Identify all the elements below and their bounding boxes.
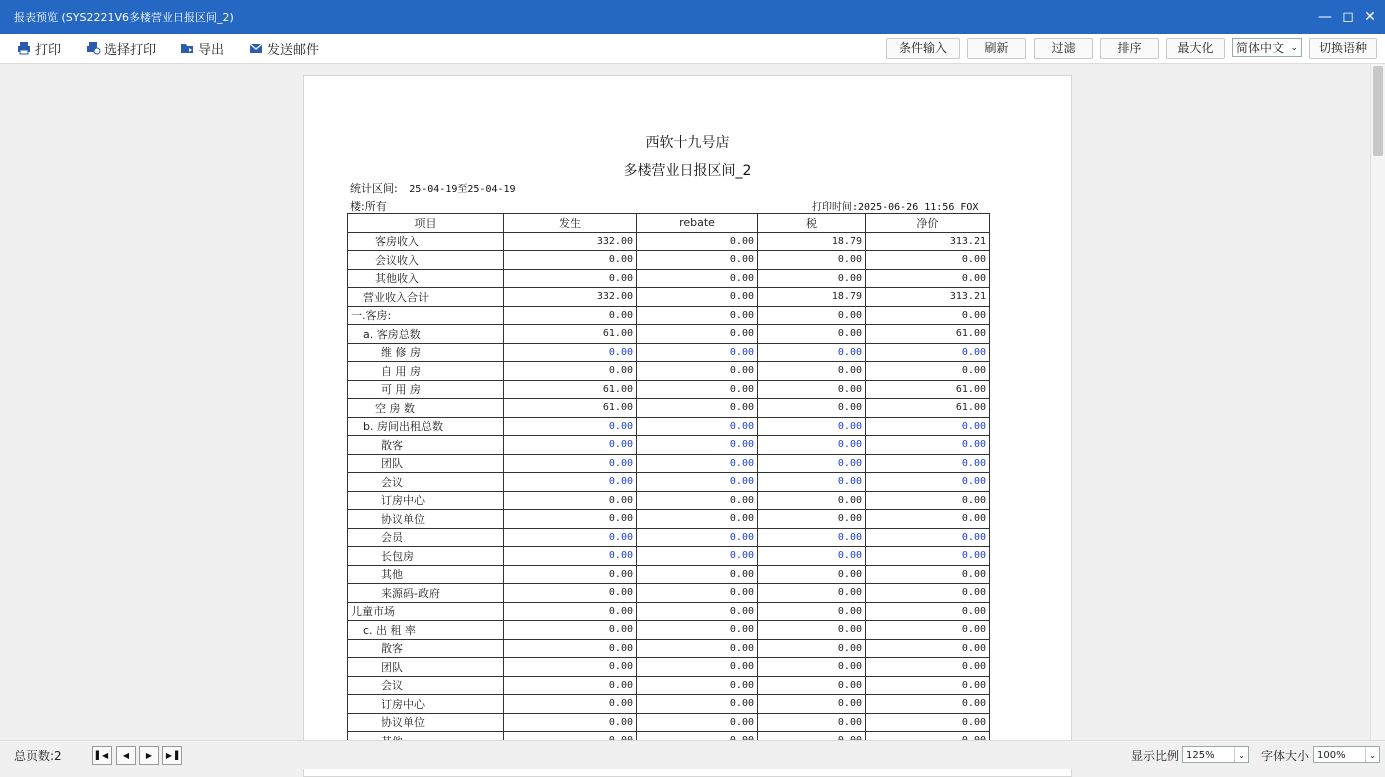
net-cell: 0.00 (866, 695, 990, 714)
row-label: 团队 (348, 658, 504, 677)
rebate-cell: 0.00 (637, 362, 758, 381)
row-label: 散客 (348, 436, 504, 455)
total-pages: 总页数:2 (14, 749, 62, 763)
chevron-down-icon: ⌄ (1290, 43, 1298, 53)
table-row (348, 343, 990, 362)
row-label: 团队 (348, 454, 504, 473)
amount-cell: 0.00 (504, 565, 637, 584)
rebate-cell: 0.00 (637, 658, 758, 677)
tax-cell: 0.00 (758, 306, 866, 325)
tax-cell: 0.00 (758, 584, 866, 603)
amount-cell: 0.00 (504, 602, 637, 621)
toolbar (0, 34, 1385, 64)
tax-cell: 0.00 (758, 362, 866, 381)
row-label: 自 用 房 (348, 362, 504, 381)
next-page-icon[interactable]: ▶ (139, 746, 159, 765)
maximize-button[interactable]: 最大化 (1166, 38, 1225, 59)
row-label: 维 修 房 (348, 343, 504, 362)
export-label: 导出 (198, 42, 225, 58)
net-cell: 0.00 (866, 528, 990, 547)
tax-cell: 0.00 (758, 676, 866, 695)
amount-cell: 0.00 (504, 547, 637, 566)
amount-cell: 0.00 (504, 713, 637, 732)
row-label: b. 房间出租总数 (348, 417, 504, 436)
table-row (348, 473, 990, 492)
row-label: 来源码-政府 (348, 584, 504, 603)
status-bar (0, 740, 1385, 769)
tax-cell: 0.00 (758, 510, 866, 529)
rebate-cell: 0.00 (637, 676, 758, 695)
net-cell: 0.00 (866, 547, 990, 566)
title-bar (0, 0, 1385, 34)
prev-page-icon[interactable]: ◀ (116, 746, 136, 765)
tax-cell: 0.00 (758, 602, 866, 621)
rebate-cell: 0.00 (637, 639, 758, 658)
table-row (348, 713, 990, 732)
table-row (348, 695, 990, 714)
net-cell: 0.00 (866, 602, 990, 621)
table-row (348, 491, 990, 510)
language-select[interactable] (1232, 38, 1302, 57)
filter-button[interactable]: 过滤 (1034, 38, 1093, 59)
row-label: 一.客房: (348, 306, 504, 325)
send-mail-button[interactable] (249, 39, 319, 57)
tax-cell: 0.00 (758, 325, 866, 344)
switch-language-button[interactable]: 切换语种 (1309, 38, 1377, 59)
row-label: 其他收入 (348, 269, 504, 288)
rebate-cell: 0.00 (637, 269, 758, 288)
tax-cell: 0.00 (758, 399, 866, 418)
net-cell: 61.00 (866, 399, 990, 418)
net-cell: 0.00 (866, 510, 990, 529)
table-header-row (348, 214, 990, 233)
table-row (348, 602, 990, 621)
table-row (348, 676, 990, 695)
net-cell: 0.00 (866, 621, 990, 640)
font-size-value: 100% (1317, 750, 1346, 761)
tax-cell: 0.00 (758, 528, 866, 547)
net-cell: 0.00 (866, 417, 990, 436)
rebate-cell: 0.00 (637, 695, 758, 714)
rebate-cell: 0.00 (637, 232, 758, 251)
row-label: 协议单位 (348, 510, 504, 529)
tax-cell: 0.00 (758, 639, 866, 658)
tax-cell: 0.00 (758, 658, 866, 677)
window-title: 报表预览 (SYS2221V6多楼营业日报区间_2) (14, 11, 234, 24)
table-row (348, 399, 990, 418)
table-row (348, 306, 990, 325)
row-label: 会议收入 (348, 251, 504, 270)
rebate-cell: 0.00 (637, 602, 758, 621)
amount-cell: 61.00 (504, 325, 637, 344)
table-row (348, 436, 990, 455)
table-row (348, 380, 990, 399)
report-table (347, 213, 990, 751)
period-row (350, 180, 516, 196)
sort-button[interactable]: 排序 (1100, 38, 1159, 59)
select-print-button[interactable] (86, 39, 156, 57)
net-cell: 0.00 (866, 639, 990, 658)
zoom-select[interactable] (1182, 746, 1249, 763)
mail-icon (249, 41, 263, 55)
row-label: a. 客房总数 (348, 325, 504, 344)
amount-cell: 332.00 (504, 288, 637, 307)
language-value: 简体中文 (1236, 41, 1285, 55)
close-icon[interactable]: ✕ (1364, 9, 1376, 25)
row-label: 订房中心 (348, 491, 504, 510)
row-label: 其他 (348, 565, 504, 584)
net-cell: 0.00 (866, 713, 990, 732)
tax-cell: 0.00 (758, 380, 866, 399)
rebate-cell: 0.00 (637, 306, 758, 325)
rebate-cell: 0.00 (637, 491, 758, 510)
table-row (348, 362, 990, 381)
tax-cell: 0.00 (758, 565, 866, 584)
rebate-cell: 0.00 (637, 528, 758, 547)
select-print-icon (86, 41, 100, 55)
rebate-cell: 0.00 (637, 399, 758, 418)
amount-cell: 61.00 (504, 380, 637, 399)
export-button[interactable] (180, 39, 224, 57)
amount-cell: 0.00 (504, 510, 637, 529)
tax-cell: 0.00 (758, 436, 866, 455)
amount-cell: 0.00 (504, 621, 637, 640)
tax-cell: 0.00 (758, 417, 866, 436)
table-row (348, 269, 990, 288)
rebate-cell: 0.00 (637, 380, 758, 399)
tax-cell: 0.00 (758, 269, 866, 288)
tax-cell: 18.79 (758, 288, 866, 307)
row-label: 会员 (348, 528, 504, 547)
scrollbar-thumb[interactable] (1373, 66, 1383, 156)
row-label: 订房中心 (348, 695, 504, 714)
net-cell: 0.00 (866, 676, 990, 695)
amount-cell: 0.00 (504, 269, 637, 288)
table-body (348, 232, 990, 750)
table-row (348, 528, 990, 547)
tax-cell: 18.79 (758, 232, 866, 251)
header-tax: 税 (758, 214, 866, 233)
table-row (348, 232, 990, 251)
chevron-down-icon: ⌄ (1234, 747, 1248, 762)
table-row (348, 584, 990, 603)
row-label: 会议 (348, 473, 504, 492)
amount-cell: 0.00 (504, 362, 637, 381)
rebate-cell: 0.00 (637, 621, 758, 640)
rebate-cell: 0.00 (637, 288, 758, 307)
tax-cell: 0.00 (758, 713, 866, 732)
period-label: 统计区间: (350, 182, 398, 195)
row-label: 儿童市场 (348, 602, 504, 621)
report-title: 多楼营业日报区间_2 (623, 163, 752, 179)
rebate-cell: 0.00 (637, 436, 758, 455)
amount-cell: 0.00 (504, 584, 637, 603)
header-amount: 发生 (504, 214, 637, 233)
rebate-cell: 0.00 (637, 454, 758, 473)
net-cell: 0.00 (866, 565, 990, 584)
zoom-value: 125% (1186, 750, 1215, 761)
amount-cell: 0.00 (504, 491, 637, 510)
tax-cell: 0.00 (758, 473, 866, 492)
condition-input-button[interactable]: 条件输入 (886, 38, 960, 59)
net-cell: 0.00 (866, 251, 990, 270)
export-icon (180, 41, 194, 55)
row-label: 会议 (348, 676, 504, 695)
amount-cell: 0.00 (504, 658, 637, 677)
row-label: c. 出 租 率 (348, 621, 504, 640)
row-label: 客房收入 (348, 232, 504, 251)
net-cell: 0.00 (866, 491, 990, 510)
net-cell: 61.00 (866, 380, 990, 399)
row-label: 散客 (348, 639, 504, 658)
last-page-icon[interactable]: ▶▐ (162, 746, 182, 765)
chevron-down-icon: ⌄ (1365, 747, 1379, 762)
header-rebate: rebate (637, 214, 758, 233)
amount-cell: 0.00 (504, 436, 637, 455)
amount-cell: 0.00 (504, 528, 637, 547)
table-row (348, 621, 990, 640)
header-net: 净价 (866, 214, 990, 233)
period-value: 25-04-19至25-04-19 (409, 184, 516, 195)
rebate-cell: 0.00 (637, 343, 758, 362)
amount-cell: 0.00 (504, 251, 637, 270)
net-cell: 0.00 (866, 473, 990, 492)
report-viewport[interactable] (4, 64, 1370, 740)
net-cell: 0.00 (866, 269, 990, 288)
net-cell: 0.00 (866, 454, 990, 473)
net-cell: 313.21 (866, 288, 990, 307)
net-cell: 0.00 (866, 658, 990, 677)
tax-cell: 0.00 (758, 547, 866, 566)
table-row (348, 454, 990, 473)
net-cell: 0.00 (866, 584, 990, 603)
table-row (348, 251, 990, 270)
tax-cell: 0.00 (758, 695, 866, 714)
tax-cell: 0.00 (758, 621, 866, 640)
table-row (348, 565, 990, 584)
print-button[interactable] (17, 39, 61, 57)
amount-cell: 0.00 (504, 454, 637, 473)
rebate-cell: 0.00 (637, 547, 758, 566)
refresh-button[interactable]: 刷新 (967, 38, 1026, 59)
amount-cell: 0.00 (504, 695, 637, 714)
rebate-cell: 0.00 (637, 251, 758, 270)
amount-cell: 61.00 (504, 399, 637, 418)
printer-icon (17, 41, 31, 55)
vertical-scrollbar[interactable] (1370, 64, 1385, 740)
restore-icon[interactable]: ◻ (1342, 9, 1354, 25)
rebate-cell: 0.00 (637, 584, 758, 603)
rebate-cell: 0.00 (637, 417, 758, 436)
table-row (348, 639, 990, 658)
net-cell: 0.00 (866, 343, 990, 362)
amount-cell: 0.00 (504, 343, 637, 362)
table-row (348, 510, 990, 529)
rebate-cell: 0.00 (637, 713, 758, 732)
row-label: 长包房 (348, 547, 504, 566)
zoom-label: 显示比例 (1131, 749, 1180, 763)
row-label: 协议单位 (348, 713, 504, 732)
minimize-icon[interactable]: — (1318, 9, 1332, 25)
rebate-cell: 0.00 (637, 325, 758, 344)
font-size-select[interactable] (1313, 746, 1380, 763)
amount-cell: 0.00 (504, 306, 637, 325)
row-label: 营业收入合计 (348, 288, 504, 307)
rebate-cell: 0.00 (637, 565, 758, 584)
amount-cell: 0.00 (504, 417, 637, 436)
table-row (348, 288, 990, 307)
table-row (348, 547, 990, 566)
row-label: 可 用 房 (348, 380, 504, 399)
net-cell: 313.21 (866, 232, 990, 251)
font-size-label: 字体大小 (1261, 749, 1310, 763)
tax-cell: 0.00 (758, 343, 866, 362)
hotel-name: 西软十九号店 (645, 135, 730, 151)
print-label: 打印 (35, 42, 62, 58)
net-cell: 0.00 (866, 362, 990, 381)
amount-cell: 332.00 (504, 232, 637, 251)
table-row (348, 417, 990, 436)
net-cell: 0.00 (866, 306, 990, 325)
amount-cell: 0.00 (504, 473, 637, 492)
table-row (348, 658, 990, 677)
table-row (348, 325, 990, 344)
floor-label: 楼:所有 (350, 200, 387, 213)
send-mail-label: 发送邮件 (267, 42, 320, 58)
print-time: 打印时间:2025-06-26 11:56 FOX (812, 202, 979, 213)
net-cell: 0.00 (866, 436, 990, 455)
amount-cell: 0.00 (504, 639, 637, 658)
row-label: 空 房 数 (348, 399, 504, 418)
net-cell: 61.00 (866, 325, 990, 344)
first-page-icon[interactable]: ▌◀ (92, 746, 112, 765)
select-print-label: 选择打印 (104, 42, 157, 58)
tax-cell: 0.00 (758, 491, 866, 510)
report-page (303, 75, 1072, 777)
amount-cell: 0.00 (504, 676, 637, 695)
header-item: 项目 (348, 214, 504, 233)
tax-cell: 0.00 (758, 251, 866, 270)
rebate-cell: 0.00 (637, 510, 758, 529)
tax-cell: 0.00 (758, 454, 866, 473)
rebate-cell: 0.00 (637, 473, 758, 492)
